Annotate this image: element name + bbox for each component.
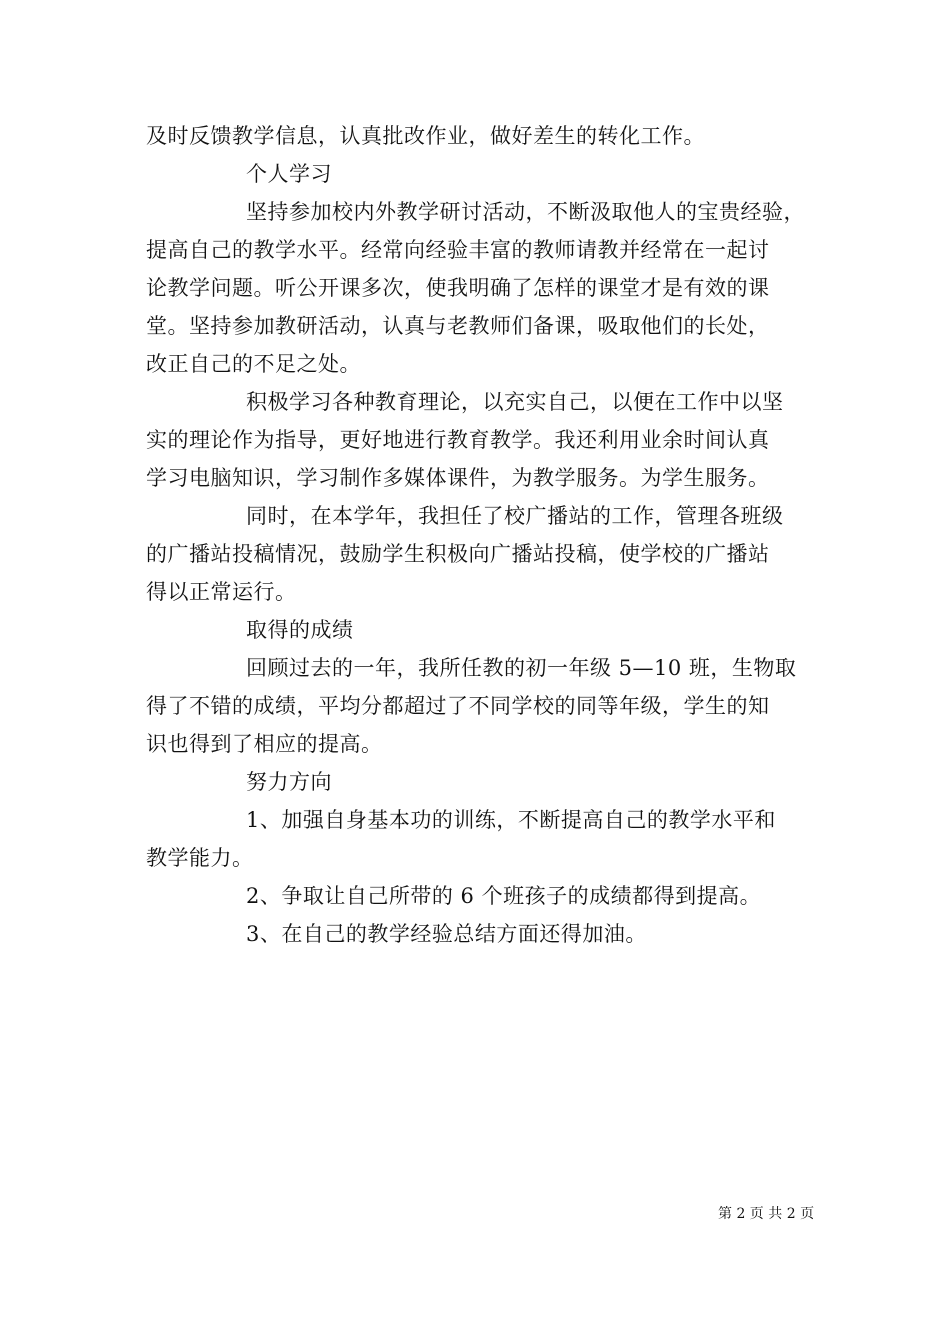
- page-number: 第 2 页 共 2 页: [718, 1206, 815, 1222]
- list-item: 1、加强自身基本功的训练，不断提高自己的教学水平和: [246, 808, 776, 832]
- paragraph-first-line: 坚持参加校内外教学研讨活动，不断汲取他人的宝贵经验，: [246, 200, 805, 224]
- text-line: 改正自己的不足之处。: [146, 352, 361, 376]
- list-item: 3、在自己的教学经验总结方面还得加油。: [246, 922, 647, 946]
- text-line: 提高自己的教学水平。经常向经验丰富的教师请教并经常在一起讨: [146, 238, 770, 262]
- paragraph-first-line: 回顾过去的一年，我所任教的初一年级 5—10 班，生物取: [246, 656, 797, 680]
- text-line: 识也得到了相应的提高。: [146, 732, 383, 756]
- section-heading-directions: 努力方向: [246, 770, 332, 794]
- text-line: 实的理论作为指导，更好地进行教育教学。我还利用业余时间认真: [146, 428, 770, 452]
- paragraph-first-line: 同时，在本学年，我担任了校广播站的工作，管理各班级: [246, 504, 784, 528]
- text-line: 得以正常运行。: [146, 580, 297, 604]
- text-line: 论教学问题。听公开课多次，使我明确了怎样的课堂才是有效的课: [146, 276, 770, 300]
- list-item: 2、争取让自己所带的 6 个班孩子的成绩都得到提高。: [246, 884, 762, 908]
- section-heading-personal-study: 个人学习: [246, 162, 332, 186]
- text-line: 得了不错的成绩，平均分都超过了不同学校的同等年级，学生的知: [146, 694, 770, 718]
- paragraph-first-line: 积极学习各种教育理论，以充实自己，以便在工作中以坚: [246, 390, 784, 414]
- text-line: 的广播站投稿情况，鼓励学生积极向广播站投稿，使学校的广播站: [146, 542, 770, 566]
- document-body: [146, 117, 806, 953]
- text-line: 学习电脑知识，学习制作多媒体课件，为教学服务。为学生服务。: [146, 466, 770, 490]
- text-line: 教学能力。: [146, 846, 254, 870]
- text-line: 及时反馈教学信息，认真批改作业，做好差生的转化工作。: [146, 124, 705, 148]
- text-line: 堂。坚持参加教研活动，认真与老教师们备课，吸取他们的长处，: [146, 314, 770, 338]
- section-heading-achievements: 取得的成绩: [246, 618, 354, 642]
